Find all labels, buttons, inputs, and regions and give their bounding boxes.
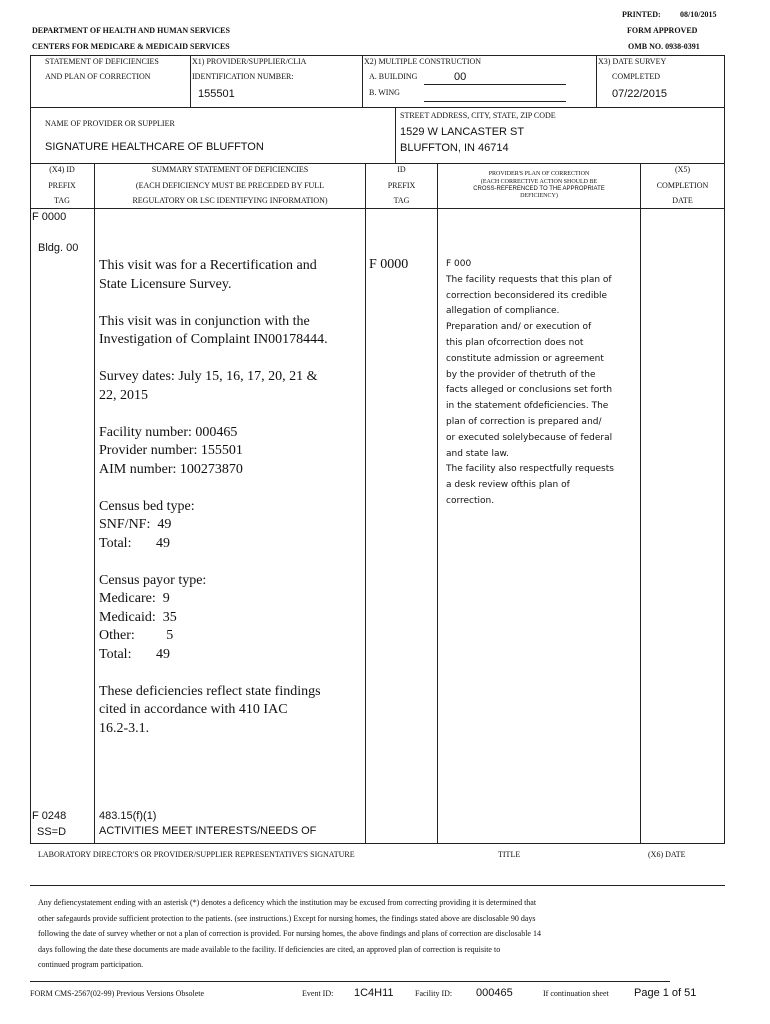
disclaimer-line: following the date of survey whether or not a plan of correction is provided. For nursing homes, the above findings and plans of correction are disclosable 14 (38, 929, 541, 938)
department-title: DEPARTMENT OF HEALTH AND HUMAN SERVICES (32, 26, 230, 35)
summary-line: Investigation of Complaint IN00178444. (99, 332, 328, 347)
facility-id-value: 000465 (476, 987, 513, 999)
plan-line: constitute admission or agreement (446, 353, 604, 364)
provider-name-value: SIGNATURE HEALTHCARE OF BLUFFTON (45, 141, 264, 153)
address-line-1: 1529 W LANCASTER ST (400, 126, 525, 138)
plan-line: by the provider of thetruth of the (446, 369, 596, 380)
summary-line: Census bed type: (99, 498, 195, 514)
plan-line: and state law. (446, 448, 509, 459)
x3-sub-label: COMPLETED (612, 72, 660, 81)
title-label: TITLE (498, 850, 521, 859)
disclaimer-line: days following the date these documents are made available to the facility. If deficiencies are cited, an approved plan of correction is requisite to (38, 944, 501, 954)
statement-label-1: STATEMENT OF DEFICIENCIES (45, 57, 159, 66)
x5-header-3: DATE (672, 196, 693, 205)
disclaimer (38, 895, 718, 973)
x2-label: X2) MULTIPLE CONSTRUCTION (364, 57, 482, 66)
summary-line: SNF/NF: 49 (99, 517, 172, 532)
id-header-3: TAG (393, 196, 410, 205)
x1-label: X1) PROVIDER/SUPPLIER/CLIA (192, 57, 307, 66)
x4-header-3: TAG (54, 196, 70, 205)
x1-sub-label: IDENTIFICATION NUMBER: (192, 72, 294, 81)
summary-line: Provider number: 155501 (99, 443, 243, 458)
building-tag: Bldg. 00 (38, 242, 79, 254)
form-approved: FORM APPROVED (627, 26, 698, 35)
plan-line: F 000 (446, 259, 472, 269)
plan-of-correction (446, 257, 638, 510)
disclaimer-line: Any defiencystatement ending with an asterisk (*) denotes a deficency which the institution may be excused from correcting providing it is determined that (38, 898, 537, 907)
id-header-1: ID (397, 165, 406, 174)
provider-name-label: NAME OF PROVIDER OR SUPPLIER (45, 119, 175, 128)
address-label: STREET ADDRESS, CITY, STATE, ZIP CODE (400, 111, 556, 120)
plan-line: correction beconsidered its credible (446, 290, 608, 301)
plan-header-4: DEFICIENCY) (520, 193, 558, 199)
summary-line: State Licensure Survey. (99, 276, 232, 292)
plan-line: or executed solelybecause of federal (446, 432, 613, 443)
summary-line: Medicaid: 35 (99, 609, 177, 625)
form-number: FORM CMS-2567(02-99) Previous Versions Obsolete (30, 989, 205, 998)
prefix-tag-f0000: F 0000 (32, 211, 67, 223)
severity-scope: SS=D (37, 826, 67, 838)
id-header-2: PREFIX (387, 181, 416, 190)
plan-header-1: PROVIDER'S PLAN OF CORRECTION (488, 171, 590, 177)
event-id-label: Event ID: (302, 989, 334, 998)
plan-line: The facility also respectfully requests (446, 464, 614, 475)
id-prefix-tag: F 0000 (369, 257, 409, 272)
plan-line: in the statement ofdeficiencies. The (446, 401, 609, 412)
x6-date-label: (X6) DATE (648, 850, 686, 859)
summary-line: Facility number: 000465 (99, 424, 238, 440)
x4-header-2: PREFIX (48, 181, 76, 190)
plan-line: facts alleged or conclusions set forth (446, 385, 613, 396)
building-value: 00 (454, 71, 467, 83)
summary-line: Total: 49 (99, 646, 170, 662)
printed-date: 08/10/2015 (680, 10, 717, 19)
summary-line: AIM number: 100273870 (99, 461, 243, 477)
summary-line: Survey dates: July 15, 16, 17, 20, 21 & (99, 369, 318, 384)
statement-label-2: AND PLAN OF CORRECTION (45, 72, 151, 81)
plan-line: The facility requests that this plan of (446, 274, 612, 285)
summary-line: This visit was in conjunction with the (99, 313, 310, 329)
event-id-value: 1C4H11 (354, 987, 394, 999)
page-number: Page 1 of 51 (634, 987, 697, 999)
centers-title: CENTERS FOR MEDICARE & MEDICAID SERVICES (32, 42, 230, 51)
disclaimer-line: other safegaurds provide sufficient protection to the patients. (see instructions.) Except for nursing homes, the findings stated above are disclosable 90 days (38, 913, 536, 923)
summary-header-3: REGULATORY OR LSC IDENTIFYING INFORMATION) (132, 196, 328, 205)
summary-line: Census payor type: (99, 572, 207, 588)
plan-header-3: CROSS-REFERENCED TO THE APPROPRIATE (473, 186, 605, 192)
continuation-label: If continuation sheet (543, 989, 609, 998)
summary-line: Medicare: 9 (99, 591, 170, 606)
director-signature-label: LABORATORY DIRECTOR'S OR PROVIDER/SUPPLIER REPRESENTATIVE'S SIGNATURE (38, 850, 355, 859)
building-label: A. BUILDING (369, 72, 418, 81)
plan-line: correction. (446, 495, 495, 506)
disclaimer-line: continued program participation. (38, 960, 144, 969)
wing-label: B. WING (369, 88, 400, 97)
plan-header-2: (EACH CORRECTIVE ACTION SHOULD BE (480, 179, 598, 185)
x3-label: X3) DATE SURVEY (598, 57, 667, 66)
provider-id-value: 155501 (198, 88, 235, 100)
deficiency-title: ACTIVITIES MEET INTERESTS/NEEDS OF (99, 825, 317, 837)
printed-label: PRINTED: (622, 10, 661, 19)
summary-line: cited in accordance with 410 IAC (99, 702, 288, 717)
facility-id-label: Facility ID: (415, 989, 453, 998)
plan-line: allegation of compliance. (446, 306, 560, 317)
summary-line: This visit was for a Recertification and (99, 258, 317, 273)
x5-header-2: COMPLETION (656, 181, 709, 190)
summary-line: These deficiencies reflect state findings (99, 683, 321, 699)
omb-number: OMB NO. 0938-0391 (628, 42, 700, 51)
x5-header-1: (X5) (674, 165, 691, 174)
x4-header-1: (X4) ID (49, 165, 75, 174)
summary-line: 16.2-3.1. (99, 720, 150, 736)
summary-line: Total: 49 (99, 535, 170, 551)
plan-line: Preparation and/ or execution of (446, 322, 592, 333)
summary-line: Other: 5 (99, 628, 174, 643)
plan-line: this plan ofcorrection does not (446, 337, 584, 348)
plan-line: plan of correction is prepared and/ (446, 416, 602, 427)
summary-statement (99, 257, 361, 738)
summary-header-1: SUMMARY STATEMENT OF DEFICIENCIES (151, 165, 309, 174)
survey-date-value: 07/22/2015 (612, 88, 668, 100)
address-line-2: BLUFFTON, IN 46714 (400, 142, 509, 154)
plan-line: a desk review ofthis plan of (446, 480, 570, 491)
prefix-tag-f0248: F 0248 (32, 810, 67, 822)
summary-line: 22, 2015 (99, 387, 148, 403)
summary-header-2: (EACH DEFICIENCY MUST BE PRECEDED BY FULL (135, 181, 325, 190)
regulation-ref: 483.15(f)(1) (99, 810, 157, 822)
